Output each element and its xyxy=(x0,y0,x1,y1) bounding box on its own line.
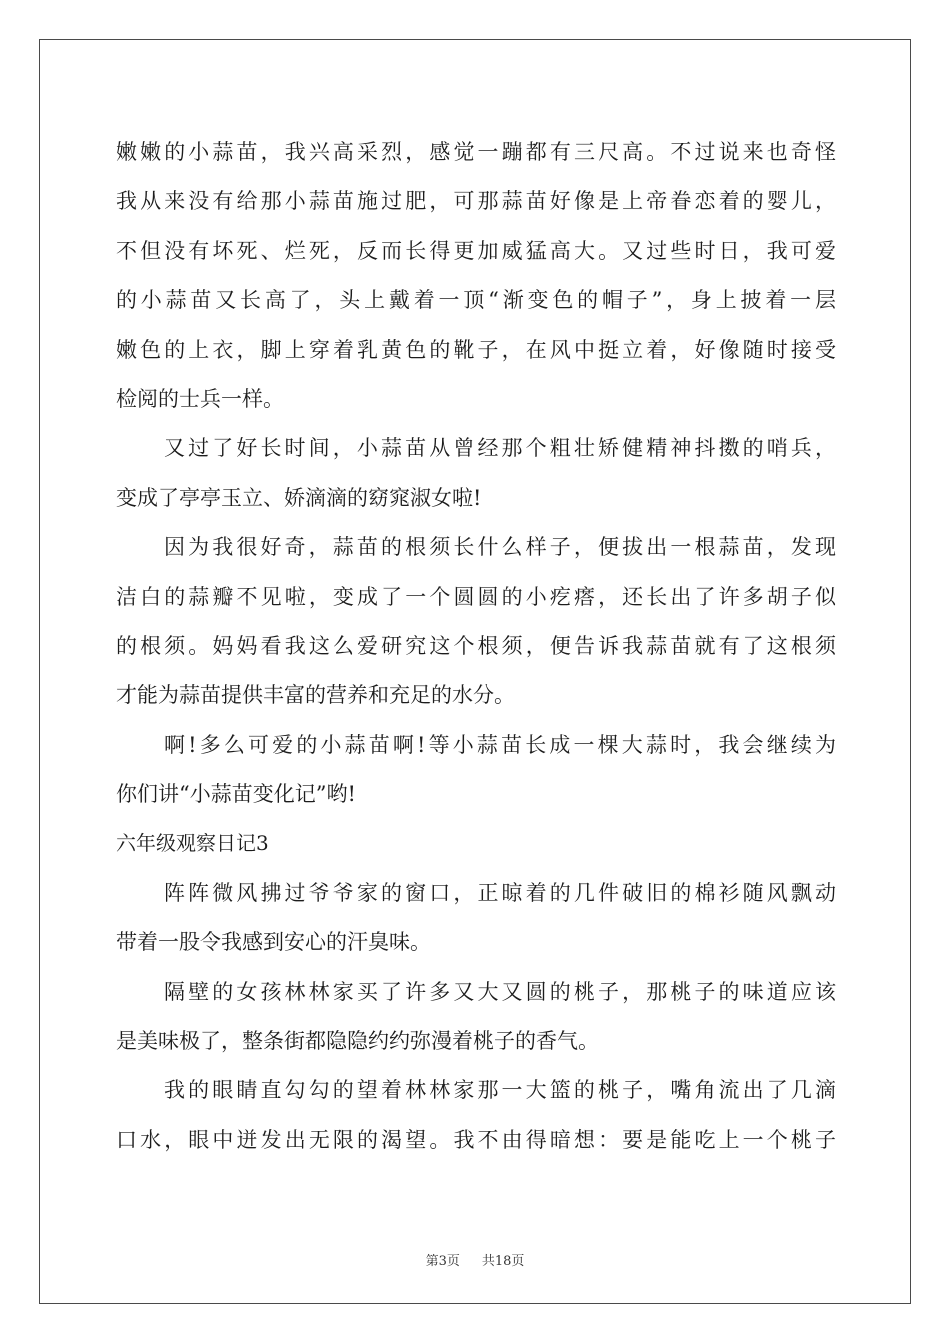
text-line: 我从来没有给那小蒜苗施过肥，可那蒜苗好像是上帝眷恋着的婴儿， xyxy=(116,189,836,214)
text-line: 洁白的蒜瓣不见啦，变成了一个圆圆的小疙瘩，还长出了许多胡子似 xyxy=(116,584,836,609)
text-line: 口水，眼中迸发出无限的渴望。我不由得暗想：要是能吃上一个桃子 xyxy=(116,1127,836,1152)
text-line: 嫩嫩的小蒜苗，我兴高采烈，感觉一蹦都有三尺高。不过说来也奇怪 xyxy=(116,140,836,164)
text-line: 因为我很好奇，蒜苗的根须长什么样子，便拔出一根蒜苗，发现 xyxy=(164,535,836,560)
text-line: 是美味极了，整条街都隐隐约约弥漫着桃子的香气。 xyxy=(116,1029,599,1054)
page-footer xyxy=(0,1250,950,1269)
page-number: 第3页 xyxy=(425,1254,460,1269)
text-line: 啊!多么可爱的小蒜苗啊!等小蒜苗长成一棵大蒜时，我会继续为 xyxy=(164,732,836,757)
text-line: 我的眼睛直勾勾的望着林林家那一大篮的桃子，嘴角流出了几滴 xyxy=(164,1078,836,1103)
text-line: 隔壁的女孩林林家买了许多又大又圆的桃子，那桃子的味道应该 xyxy=(164,979,836,1004)
text-line: 带着一股令我感到安心的汗臭味。 xyxy=(116,930,431,955)
text-line: 不但没有坏死、烂死，反而长得更加威猛高大。又过些时日，我可爱 xyxy=(116,238,836,263)
text-line: 的小蒜苗又长高了，头上戴着一顶“渐变色的帽子”，身上披着一层 xyxy=(116,288,836,313)
text-line: 才能为蒜苗提供丰富的营养和充足的水分。 xyxy=(116,683,515,708)
text-line: 你们讲“小蒜苗变化记”哟! xyxy=(116,782,356,807)
text-line: 又过了好长时间，小蒜苗从曾经那个粗壮矫健精神抖擞的哨兵， xyxy=(164,436,836,461)
text-line: 变成了亭亭玉立、娇滴滴的窈窕淑女啦! xyxy=(116,485,482,510)
total-pages: 共18页 xyxy=(481,1254,525,1269)
document-body xyxy=(116,128,836,1165)
text-line: 检阅的士兵一样。 xyxy=(116,386,284,411)
text-line: 阵阵微风拂过爷爷家的窗口，正晾着的几件破旧的棉衫随风飘动 xyxy=(164,880,836,905)
section-heading: 六年级观察日记3 xyxy=(116,831,269,856)
text-line: 嫩色的上衣，脚上穿着乳黄色的靴子，在风中挺立着，好像随时接受 xyxy=(116,337,836,362)
text-line: 的根须。妈妈看我这么爱研究这个根须，便告诉我蒜苗就有了这根须 xyxy=(116,633,836,658)
